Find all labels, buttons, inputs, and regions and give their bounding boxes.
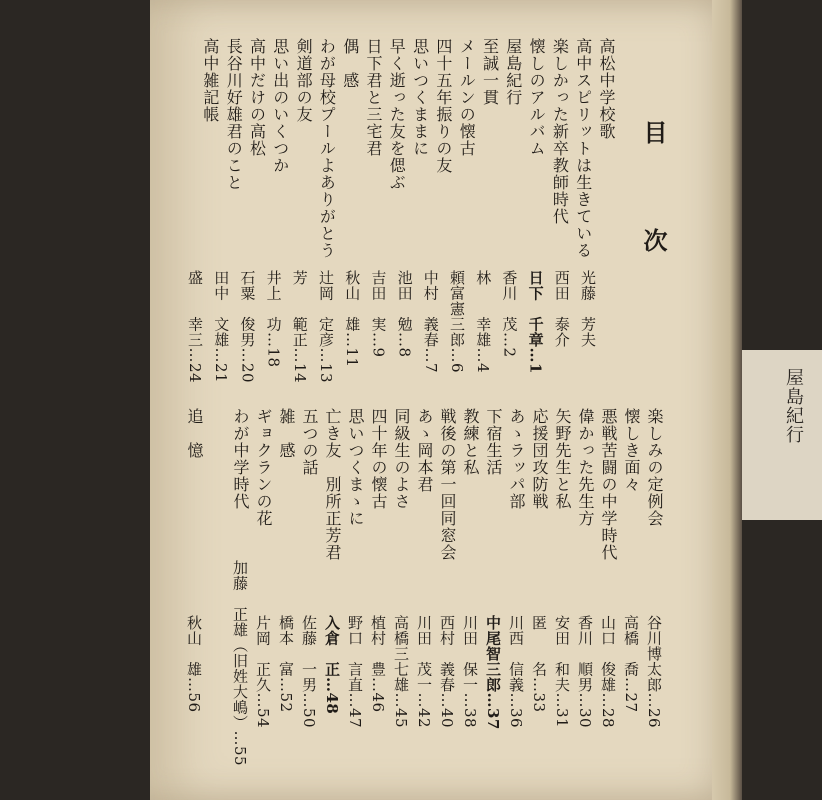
toc-entry-title: 思い出のいくつか [270, 38, 290, 174]
toc-entry-author: 植村 豊…46 [369, 615, 387, 713]
toc-entry-author: 光藤 芳夫 [579, 270, 597, 348]
toc-entry-author: 田中 文雄…21 [212, 270, 231, 384]
toc-entry-author: 秋山 雄…56 [185, 615, 203, 713]
toc-entry-title: 悪戦苦闘の中学時代 [599, 408, 618, 561]
toc-entry-title: 戦後の第一回同窓会 [438, 408, 457, 561]
page-edge [712, 0, 742, 800]
toc-heading-part1: 目 [639, 120, 668, 144]
toc-entry-title: 長谷川好雄君のこと [224, 38, 244, 191]
toc-entry-title: わが母校プールよありがとう [317, 38, 337, 259]
toc-entry-author: 安田 和夫…31 [553, 615, 571, 729]
toc-entry-title: ギョクランの花 [254, 408, 273, 527]
toc-entry-title: 高松中学校歌 [597, 38, 616, 140]
toc-entry-author: 川田 茂一…42 [415, 615, 433, 729]
toc-entry-author: 匿 名…33 [530, 615, 548, 713]
toc-entry-title: あゝ岡本君 [415, 408, 434, 493]
toc-entry-title: 屋島紀行 [503, 38, 523, 106]
toc-entry-title: 四十年の懐古 [369, 408, 388, 510]
toc-entry-title: 高中スピリットは生きている [573, 38, 593, 259]
toc-entry-author: 中村 義春…7 [421, 270, 440, 374]
toc-entry-author: 入倉 正…48 [323, 615, 341, 715]
toc-entry-title: あゝラッパ部 [507, 408, 526, 510]
toc-entry-author: 芳 範正…14 [290, 270, 309, 384]
toc-entry-author: 香川 茂…2 [500, 270, 519, 358]
toc-entry-title: 剣道部の友 [294, 38, 314, 123]
toc-entry-author: 橋本 富…52 [277, 615, 295, 713]
toc-entry-author: 佐藤 一男…50 [300, 615, 318, 729]
opposite-page-text: 屋島紀行 [783, 368, 804, 444]
toc-entry-title: 思いつくまゝに [346, 408, 365, 527]
toc-entry-title: メールンの懐古 [457, 38, 477, 157]
toc-entry-title: 偶 感 [340, 38, 360, 89]
toc-entry-author: 頼富憲三郎…6 [448, 270, 466, 374]
toc-entry-author: 山口 俊雄…28 [599, 615, 617, 729]
toc-entry-title: 偉かった先生方 [576, 408, 595, 527]
toc-entry-author: 川田 保一…38 [461, 615, 479, 729]
toc-entry-author: 高橋三七雄…45 [392, 615, 410, 729]
toc-entry-author: 井上 功…18 [264, 270, 283, 368]
toc-entry-title: 至誠一貫 [480, 38, 500, 106]
toc-entry-title: 高中だけの高松 [247, 38, 267, 157]
toc-entry-title: 五つの話 [300, 408, 319, 476]
toc-entry-title: 懐しき面々 [622, 408, 641, 493]
toc-entry-title: 懐しのアルバム [527, 38, 547, 157]
toc-entry-title: 思いつくままに [410, 38, 430, 157]
toc-entry-title: 高中雑記帳 [200, 38, 220, 123]
toc-entry-title: 応援団攻防戦 [530, 408, 549, 510]
toc-entry-author: 谷川博太郎…26 [645, 615, 663, 729]
opposite-page-fragment [742, 350, 822, 520]
toc-entry-author: 香川 順男…30 [576, 615, 594, 729]
toc-entry-title: 四十五年振りの友 [433, 38, 453, 174]
toc-entry-title: 矢野先生と私 [553, 408, 572, 510]
toc-entry-title: 雑 感 [277, 408, 296, 459]
toc-entry-author: 西村 義春…40 [438, 615, 456, 729]
toc-entry-author: 中尾智三郎…37 [484, 615, 502, 730]
toc-entry-author: 片岡 正久…54 [254, 615, 272, 729]
toc-entry-author: 野口 言直…47 [346, 615, 364, 729]
toc-entry-author: 高橋 喬…27 [622, 615, 640, 713]
toc-entry-title: 下宿生活 [484, 408, 503, 476]
toc-entry-author: 林 幸雄…4 [474, 270, 493, 374]
toc-entry-title: 楽しみの定例会 [645, 408, 664, 527]
toc-entry-author: 西田 泰介 [552, 270, 571, 348]
toc-entry-author: 日下 千章…1 [526, 270, 545, 374]
toc-entry-author: 吉田 実…9 [369, 270, 388, 358]
toc-entry-author: 辻岡 定彦…13 [317, 270, 335, 384]
toc-entry-author: 秋山 雄…11 [343, 270, 362, 368]
toc-entry-author: 池田 勉…8 [395, 270, 414, 358]
toc-entry-title: 教練と私 [461, 408, 480, 476]
toc-entry-title: 早く逝った友を偲ぶ [387, 38, 407, 191]
toc-entry-author: 加藤 正雄（旧姓大嶋）…55 [231, 560, 249, 767]
toc-entry-title: 追 憶 [185, 408, 204, 459]
toc-heading-part2: 次 [639, 228, 668, 252]
toc-entry-title: 日下君と三宅君 [364, 38, 383, 157]
toc-entry-title: わが中学時代 [231, 408, 250, 510]
toc-entry-author: 石粟 俊男…20 [238, 270, 257, 384]
toc-entry-title: 楽しかった新卒教師時代 [550, 38, 570, 225]
toc-entry-author: 川西 信義…36 [507, 615, 525, 729]
toc-entry-title: 亡き友 別所正芳君 [323, 408, 342, 561]
toc-entry-author: 盛 幸三…24 [186, 270, 204, 384]
toc-entry-title: 同級生のよさ [392, 408, 411, 510]
